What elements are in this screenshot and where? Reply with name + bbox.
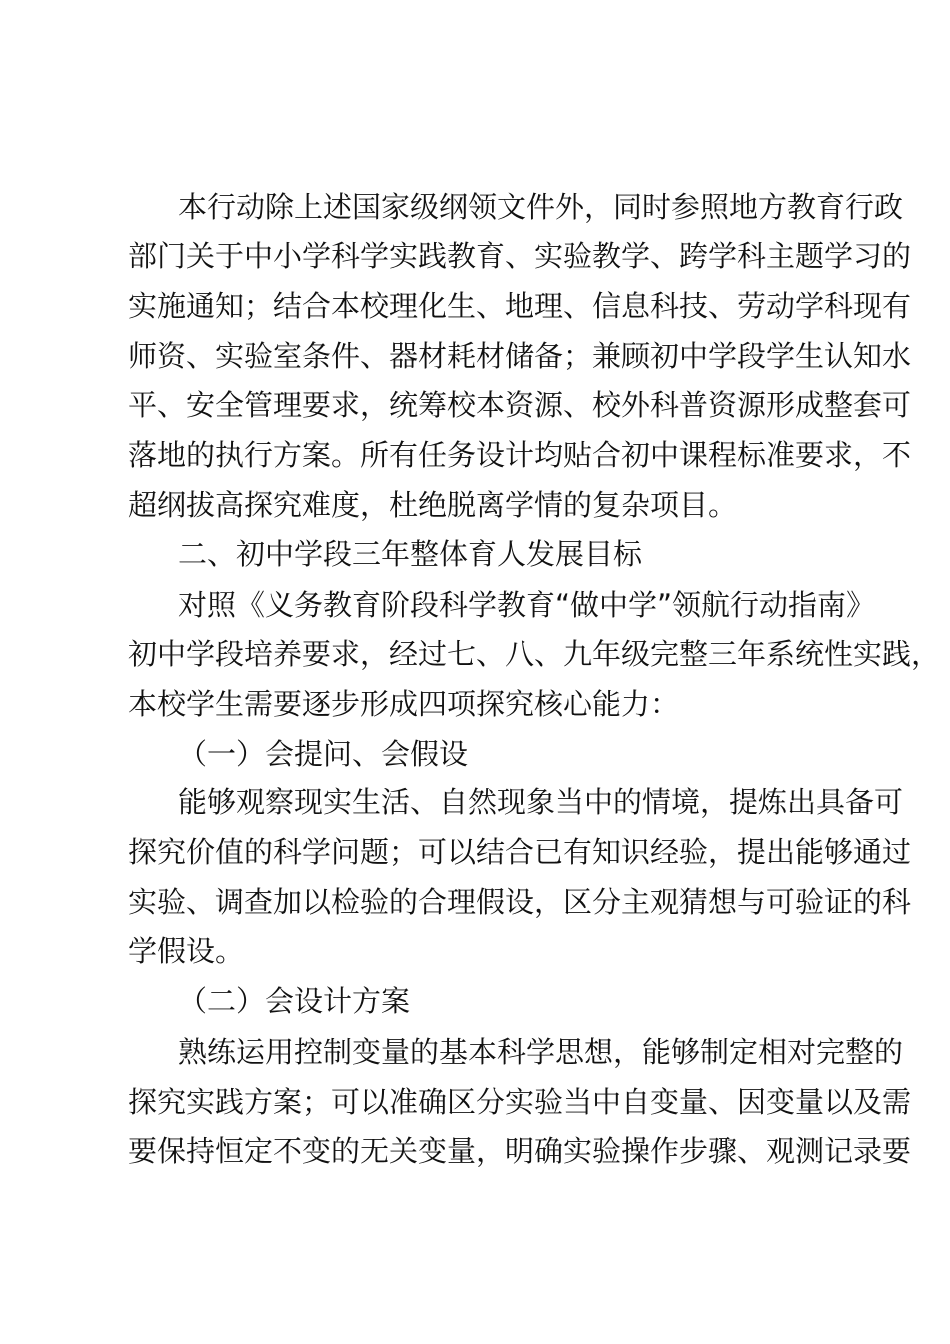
paragraph-line: 实验、调查加以检验的合理假设，区分主观猜想与可验证的科	[128, 885, 912, 919]
paragraph-line: 实施通知；结合本校理化生、地理、信息科技、劳动学科现有	[128, 289, 912, 323]
paragraph-line: 本校学生需要逐步形成四项探究核心能力：	[128, 687, 680, 721]
paragraph-line: 对照《义务教育阶段科学教育“做中学”领航行动指南》	[178, 588, 876, 622]
paragraph-line: 平、安全管理要求，统筹校本资源、校外科普资源形成整套可	[128, 388, 912, 422]
paragraph-line: 探究价值的科学问题；可以结合已有知识经验，提出能够通过	[128, 835, 912, 869]
paragraph-line: 师资、实验室条件、器材耗材储备；兼顾初中学段学生认知水	[128, 339, 912, 373]
paragraph-line: 探究实践方案；可以准确区分实验当中自变量、因变量以及需	[128, 1085, 912, 1119]
paragraph-line: 落地的执行方案。所有任务设计均贴合初中课程标准要求，不	[128, 438, 912, 472]
section-heading: 二、初中学段三年整体育人发展目标	[178, 537, 643, 571]
paragraph-line: 部门关于中小学科学实践教育、实验教学、跨学科主题学习的	[128, 239, 912, 273]
paragraph-line: 超纲拔高探究难度，杜绝脱离学情的复杂项目。	[128, 488, 738, 522]
paragraph-line: 初中学段培养要求，经过七、八、九年级完整三年系统性实践，	[128, 637, 941, 671]
subsection-heading: （二）会设计方案	[178, 984, 411, 1018]
paragraph-line: 学假设。	[128, 934, 245, 968]
paragraph-line: 熟练运用控制变量的基本科学思想，能够制定相对完整的	[178, 1035, 904, 1069]
paragraph-line: 能够观察现实生活、自然现象当中的情境，提炼出具备可	[178, 785, 904, 819]
paragraph-line: 本行动除上述国家级纲领文件外，同时参照地方教育行政	[178, 190, 904, 224]
subsection-heading: （一）会提问、会假设	[178, 737, 469, 771]
paragraph-line: 要保持恒定不变的无关变量，明确实验操作步骤、观测记录要	[128, 1134, 912, 1168]
